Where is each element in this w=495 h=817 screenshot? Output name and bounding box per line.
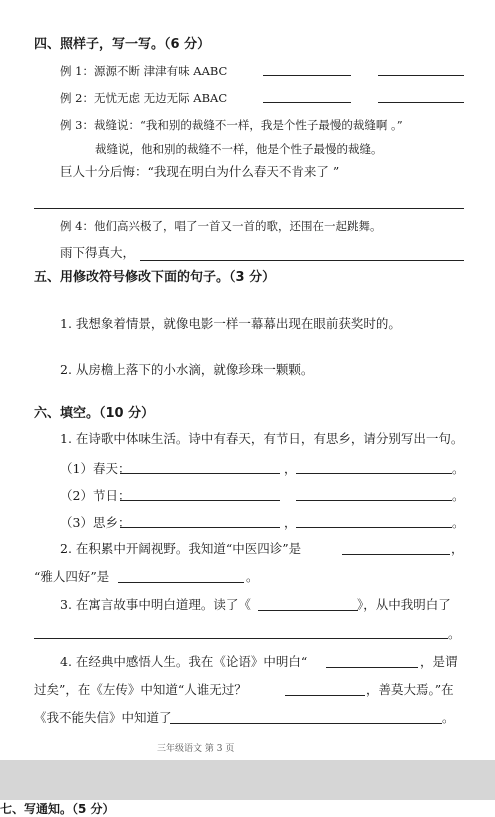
period: 。 — [452, 461, 465, 476]
answer-blank[interactable] — [326, 667, 418, 668]
spring-label: （1）春天： — [60, 461, 131, 476]
section-5-title: 五、用修改符号修改下面的句子。（3 分） — [34, 270, 276, 285]
fill-question-4c: 过矣”，在《左传》中知道“人谁无过？ — [34, 682, 247, 697]
period: 。 — [442, 710, 455, 725]
fill-question-4b: ，是谓 — [420, 654, 458, 669]
fill-question-3b: 》，从中我明白了 — [357, 597, 451, 612]
example-3-line-2: 裁缝说，他和别的裁缝不一样，他是个性子最慢的裁缝。 — [95, 142, 383, 156]
period: 。 — [452, 488, 465, 503]
answer-line[interactable] — [34, 208, 464, 209]
example-2: 例 2：无忧无虑 无边无际 ABAC — [60, 91, 228, 105]
answer-blank[interactable] — [285, 695, 365, 696]
comma: ， — [284, 515, 297, 530]
fill-question-3: 3. 在寓言故事中明白道理。读了《 — [60, 597, 251, 612]
answer-blank[interactable] — [263, 102, 351, 103]
answer-blank[interactable] — [263, 75, 351, 76]
fill-question-2: 2. 在积累中开阔视野。我知道“中医四诊”是 — [60, 541, 302, 556]
sentence-2: 2. 从房檐上落下的小水滴，就像珍珠一颗颗。 — [60, 362, 314, 377]
answer-blank[interactable] — [342, 554, 450, 555]
answer-blank[interactable] — [296, 473, 452, 474]
sentence-1: 1. 我想象着情景，就像电影一样一幕幕出现在眼前获奖时的。 — [60, 316, 401, 331]
period: 。 — [246, 569, 259, 584]
answer-blank[interactable] — [296, 527, 452, 528]
answer-blank[interactable] — [258, 610, 358, 611]
fill-question-4d: ，善莫大焉。”在 — [366, 682, 454, 697]
fill-question-1: 1. 在诗歌中体味生活。诗中有春天，有节日，有思乡，请分别写出一句。 — [60, 431, 464, 446]
answer-line[interactable] — [34, 638, 448, 639]
answer-blank[interactable] — [378, 102, 464, 103]
answer-blank[interactable] — [118, 582, 244, 583]
period: 。 — [448, 626, 461, 641]
fill-question-4: 4. 在经典中感悟人生。我在《论语》中明白“ — [60, 654, 308, 669]
question-4: 雨下得真大， — [60, 245, 136, 260]
comma: ， — [451, 541, 464, 556]
comma: ， — [284, 461, 297, 476]
example-1: 例 1：源源不断 津津有味 AABC — [60, 64, 228, 78]
answer-blank[interactable] — [120, 500, 280, 501]
answer-line[interactable] — [140, 260, 464, 261]
fill-question-4e: 《我不能失信》中知道了 — [34, 710, 172, 725]
page-gap — [0, 760, 495, 800]
answer-line[interactable] — [170, 723, 442, 724]
page-footer: 三年级语文 第 3 页 — [157, 744, 235, 754]
next-section-title: 七、写通知。（5 分） — [0, 802, 115, 816]
answer-blank[interactable] — [120, 527, 280, 528]
homesick-label: （3）思乡： — [60, 515, 131, 530]
section-4-title: 四、照样子，写一写。（6 分） — [34, 37, 211, 52]
answer-blank[interactable] — [120, 473, 280, 474]
example-3-line-1: 例 3：裁缝说：“我和别的裁缝不一样，我是个性子最慢的裁缝啊 。” — [60, 118, 403, 132]
period: 。 — [452, 515, 465, 530]
example-4: 例 4：他们高兴极了，唱了一首又一首的歌，还围在一起跳舞。 — [60, 219, 382, 233]
festival-label: （2）节日： — [60, 488, 131, 503]
question-3: 巨人十分后悔：“我现在明白为什么春天不肯来了 ” — [60, 164, 340, 179]
answer-blank[interactable] — [378, 75, 464, 76]
answer-blank[interactable] — [296, 500, 452, 501]
section-6-title: 六、填空。（10 分） — [34, 406, 155, 421]
fill-question-2b: “雅人四好”是 — [34, 569, 110, 584]
